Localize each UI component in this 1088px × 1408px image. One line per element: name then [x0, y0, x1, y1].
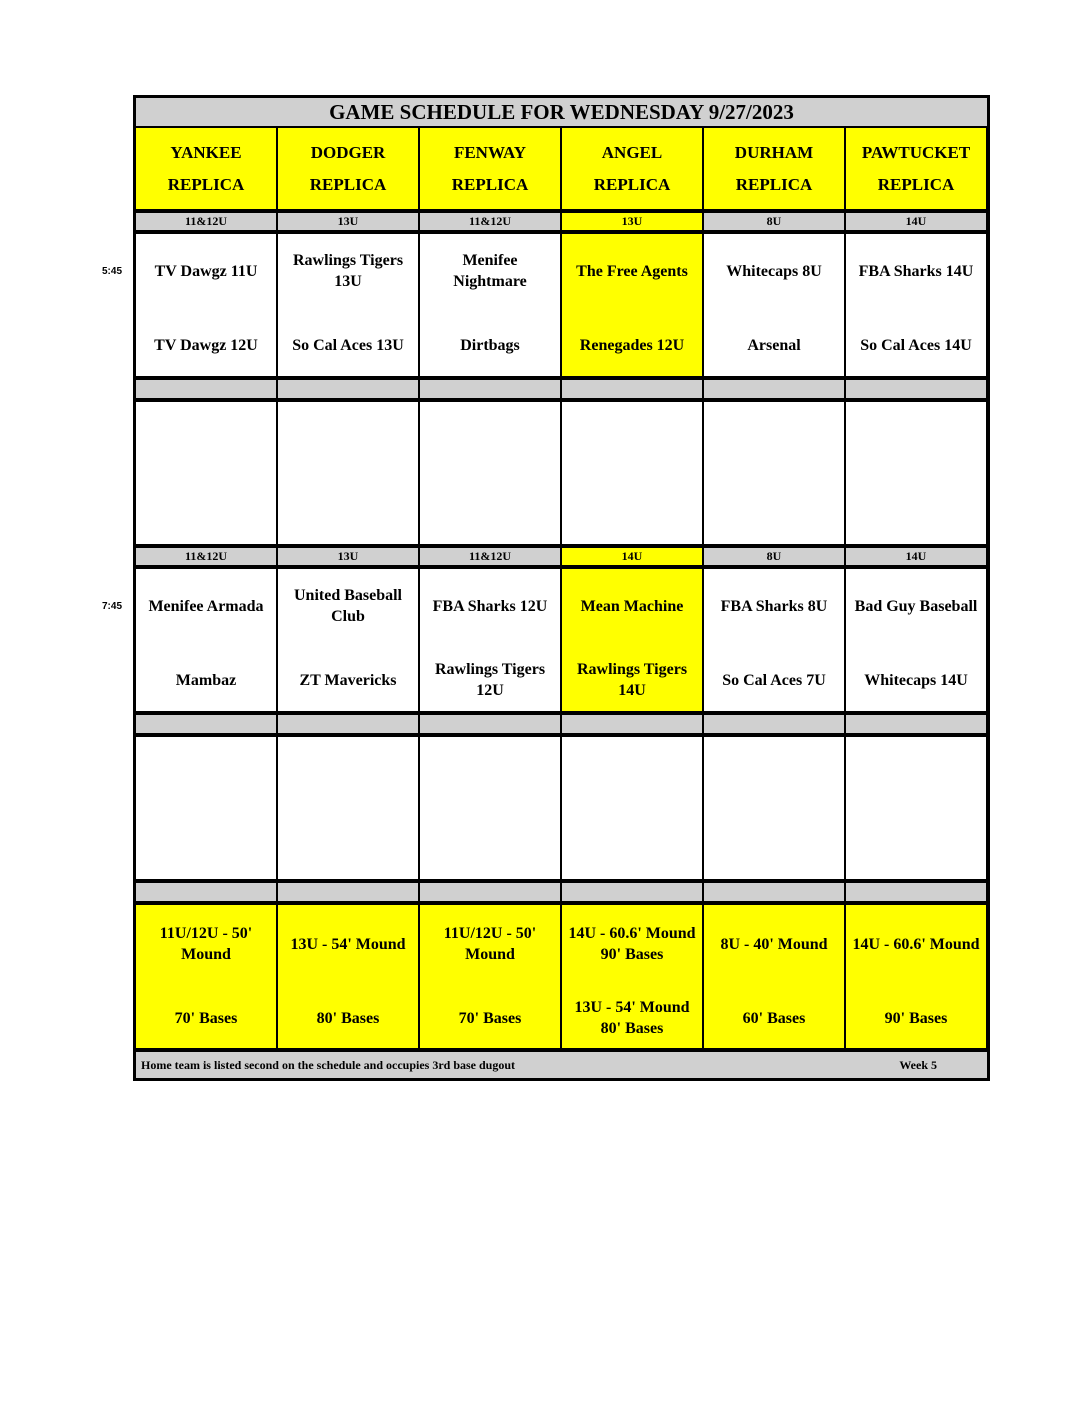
age-group-label: 14U	[846, 548, 986, 565]
mound-distance: 14U - 60.6' Mound 90' Bases	[568, 925, 696, 963]
field-info-cell	[136, 905, 276, 1048]
game-cell	[278, 569, 418, 711]
spacer-row	[136, 380, 276, 398]
field-subtitle: REPLICA	[309, 174, 387, 194]
spacer-row	[562, 380, 702, 398]
away-team: The Free Agents	[576, 262, 688, 280]
game-cell	[704, 569, 844, 711]
away-team: TV Dawgz 11U	[154, 262, 258, 280]
home-team-note: Home team is listed second on the schedule and occupies 3rd base dugout	[141, 1057, 516, 1072]
field-header-angel	[562, 128, 702, 209]
mound-distance: 14U - 60.6' Mound	[852, 935, 980, 953]
spacer-row	[420, 883, 560, 901]
base-distance: 70' Bases	[458, 1009, 522, 1027]
empty-slot	[136, 402, 276, 544]
home-team: TV Dawgz 12U	[154, 336, 258, 354]
empty-slot	[136, 737, 276, 879]
field-info-cell	[704, 905, 844, 1048]
field-name: PAWTUCKET	[861, 142, 971, 162]
mound-distance: 8U - 40' Mound	[720, 935, 828, 953]
empty-slot	[704, 402, 844, 544]
age-group-label: 8U	[704, 548, 844, 565]
game-cell	[846, 569, 986, 711]
week-label: Week 5	[899, 1057, 937, 1072]
spacer-row	[846, 883, 986, 901]
base-distance: 70' Bases	[174, 1009, 238, 1027]
age-group-label: 11&12U	[136, 213, 276, 230]
base-distance: 13U - 54' Mound 80' Bases	[574, 999, 690, 1037]
base-distance: 80' Bases	[316, 1009, 380, 1027]
game-cell	[136, 234, 276, 376]
away-team: Bad Guy Baseball	[854, 597, 978, 615]
age-group-label: 14U	[562, 548, 702, 565]
spacer-row	[704, 883, 844, 901]
field-header-durham	[704, 128, 844, 209]
away-team: Rawlings Tigers 13U	[292, 252, 404, 290]
empty-slot	[420, 737, 560, 879]
home-team: Dirtbags	[460, 336, 520, 354]
spacer-row	[136, 715, 276, 733]
home-team: ZT Mavericks	[299, 671, 397, 689]
empty-slot	[562, 737, 702, 879]
home-team: So Cal Aces 14U	[860, 336, 972, 354]
age-group-label: 14U	[846, 213, 986, 230]
schedule-title: GAME SCHEDULE FOR WEDNESDAY 9/27/2023	[136, 98, 987, 126]
spacer-row	[278, 715, 418, 733]
spacer-row	[420, 380, 560, 398]
field-info-cell	[278, 905, 418, 1048]
field-info-cell	[420, 905, 560, 1048]
field-name: DURHAM	[734, 142, 814, 162]
game-cell	[704, 234, 844, 376]
field-name: ANGEL	[601, 142, 663, 162]
game-cell	[846, 234, 986, 376]
spacer-row	[846, 715, 986, 733]
field-subtitle: REPLICA	[451, 174, 529, 194]
field-header-dodger	[278, 128, 418, 209]
game-cell	[420, 234, 560, 376]
game-cell	[562, 234, 702, 376]
field-header-fenway	[420, 128, 560, 209]
mound-distance: 13U - 54' Mound	[290, 935, 406, 953]
field-subtitle: REPLICA	[735, 174, 813, 194]
home-team: Arsenal	[747, 336, 801, 354]
base-distance: 60' Bases	[742, 1009, 806, 1027]
mound-distance: 11U/12U - 50' Mound	[159, 925, 253, 963]
field-name: YANKEE	[170, 142, 242, 162]
spacer-row	[420, 715, 560, 733]
away-team: Whitecaps 8U	[726, 262, 822, 280]
home-team: Mambaz	[175, 671, 237, 689]
field-header-yankee	[136, 128, 276, 209]
home-team: Renegades 12U	[579, 336, 685, 354]
age-group-label: 11&12U	[136, 548, 276, 565]
away-team: Mean Machine	[580, 597, 684, 615]
game-cell	[420, 569, 560, 711]
game-cell	[562, 569, 702, 711]
age-group-label: 11&12U	[420, 548, 560, 565]
empty-slot	[846, 402, 986, 544]
mound-distance: 11U/12U - 50' Mound	[443, 925, 537, 963]
spacer-row	[136, 883, 276, 901]
field-info-cell	[562, 905, 702, 1048]
away-team: FBA Sharks 12U	[432, 597, 548, 615]
game-cell	[136, 569, 276, 711]
field-info-cell	[846, 905, 986, 1048]
empty-slot	[846, 737, 986, 879]
age-group-label: 11&12U	[420, 213, 560, 230]
home-team: Whitecaps 14U	[864, 671, 968, 689]
home-team: Rawlings Tigers 14U	[576, 661, 688, 699]
empty-slot	[278, 737, 418, 879]
away-team: United Baseball Club	[293, 587, 402, 625]
spacer-row	[704, 380, 844, 398]
age-group-label: 13U	[278, 213, 418, 230]
game-cell	[278, 234, 418, 376]
empty-slot	[562, 402, 702, 544]
home-team: So Cal Aces 13U	[292, 336, 404, 354]
spacer-row	[562, 715, 702, 733]
field-name: FENWAY	[453, 142, 527, 162]
away-team: Menifee Armada	[148, 597, 264, 615]
field-subtitle: REPLICA	[167, 174, 245, 194]
base-distance: 90' Bases	[884, 1009, 948, 1027]
spacer-row	[278, 380, 418, 398]
age-group-label: 13U	[562, 213, 702, 230]
spacer-row	[704, 715, 844, 733]
field-header-pawtucket	[846, 128, 986, 209]
home-team: So Cal Aces 7U	[722, 671, 826, 689]
age-group-label: 8U	[704, 213, 844, 230]
spacer-row	[278, 883, 418, 901]
field-subtitle: REPLICA	[593, 174, 671, 194]
empty-slot	[704, 737, 844, 879]
away-team: FBA Sharks 14U	[858, 262, 974, 280]
field-subtitle: REPLICA	[877, 174, 955, 194]
away-team: FBA Sharks 8U	[720, 597, 828, 615]
footer-note	[136, 1052, 987, 1078]
away-team: Menifee Nightmare	[453, 252, 527, 290]
slot-time: 7:45	[102, 601, 123, 612]
spacer-row	[846, 380, 986, 398]
empty-slot	[420, 402, 560, 544]
slot-time: 5:45	[102, 266, 123, 277]
field-name: DODGER	[310, 142, 386, 162]
home-team: Rawlings Tigers 12U	[434, 661, 546, 699]
schedule-table	[133, 95, 990, 1081]
age-group-label: 13U	[278, 548, 418, 565]
empty-slot	[278, 402, 418, 544]
spacer-row	[562, 883, 702, 901]
